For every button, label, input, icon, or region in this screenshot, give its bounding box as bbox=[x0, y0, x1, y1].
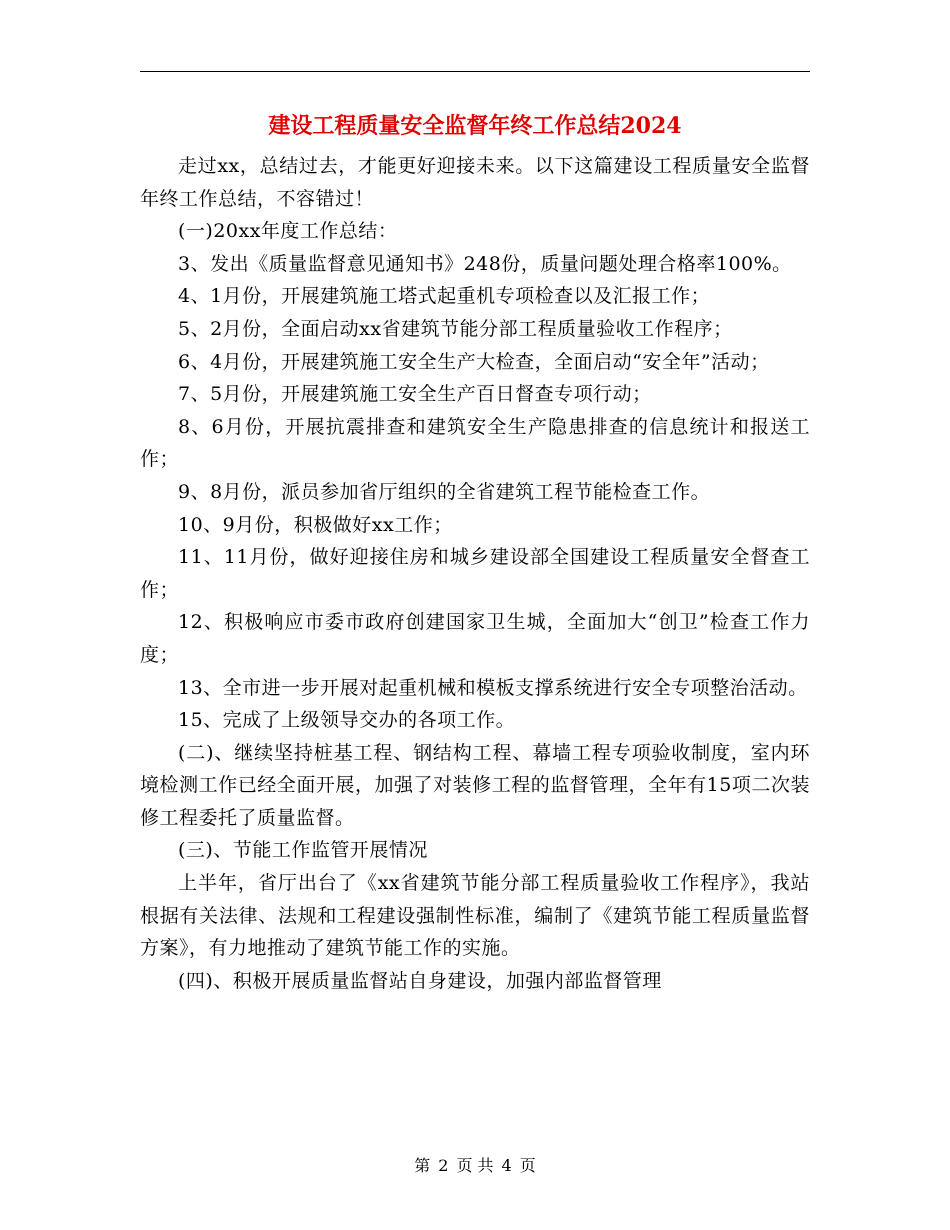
document-title: 建设工程质量安全监督年终工作总结2024 bbox=[268, 113, 682, 139]
paragraph: 6、4月份，开展建筑施工安全生产大检查，全面启动“安全年”活动； bbox=[178, 350, 770, 373]
paragraph: (一)20xx年度工作总结： bbox=[178, 220, 398, 243]
paragraph: 3、发出《质量监督意见通知书》248份，质量问题处理合格率100%。 bbox=[178, 252, 792, 275]
paragraph: 5、2月份，全面启动xx省建筑节能分部工程质量验收工作程序； bbox=[178, 317, 733, 340]
paragraph: 13、全市进一步开展对起重机械和模板支撑系统进行安全专项整治活动。 bbox=[178, 676, 808, 699]
paragraph: 8、6月份，开展抗震排查和建筑安全生产隐患排查的信息统计和报送工作； bbox=[140, 415, 810, 471]
page-current: 2 bbox=[438, 1156, 449, 1175]
page-footer bbox=[0, 1153, 950, 1176]
paragraph: 4、1月份，开展建筑施工塔式起重机专项检查以及汇报工作； bbox=[178, 285, 711, 308]
paragraph: 7、5月份，开展建筑施工安全生产百日督查专项行动； bbox=[178, 383, 652, 406]
paragraph: 11、11月份，做好迎接住房和城乡建设部全国建设工程质量安全督查工作； bbox=[140, 546, 810, 601]
paragraph: (三)、节能工作监管开展情况 bbox=[178, 839, 428, 862]
paragraph: 10、9月份，积极做好xx工作； bbox=[178, 513, 453, 536]
paragraph: 9、8月份，派员参加省厅组织的全省建筑工程节能检查工作。 bbox=[178, 480, 711, 503]
paragraph: 15、完成了上级领导交办的各项工作。 bbox=[178, 709, 516, 732]
page-total: 4 bbox=[501, 1156, 512, 1175]
paragraph: (二)、继续坚持桩基工程、钢结构工程、幕墙工程专项验收制度，室内环境检测工作已经全面开展，加强了对装修工程的监督管理，全年有15项二次装修工程委托了质量监督。 bbox=[140, 741, 810, 829]
page-label-suffix: 页 bbox=[519, 1156, 536, 1175]
paragraph: 上半年，省厅出台了《xx省建筑节能分部工程质量验收工作程序》，我站根据有关法律、法规和工程建设强制性标准，编制了《建筑节能工程质量监督方案》，有力地推动了建筑节能工作的实施。 bbox=[140, 872, 810, 960]
document-body bbox=[140, 150, 810, 997]
paragraph: 走过xx，总结过去，才能更好迎接未来。以下这篇建设工程质量安全监督年终工作总结，不容错过！ bbox=[140, 155, 810, 210]
paragraph: 12、积极响应市委市政府创建国家卫生城，全面加大“创卫”检查工作力度； bbox=[140, 611, 810, 666]
page-label-prefix: 第 bbox=[414, 1156, 431, 1175]
page-label-mid: 页 共 bbox=[456, 1156, 494, 1175]
paragraph: (四)、积极开展质量监督站自身建设，加强内部监督管理 bbox=[178, 969, 662, 992]
header-rule bbox=[140, 71, 810, 72]
